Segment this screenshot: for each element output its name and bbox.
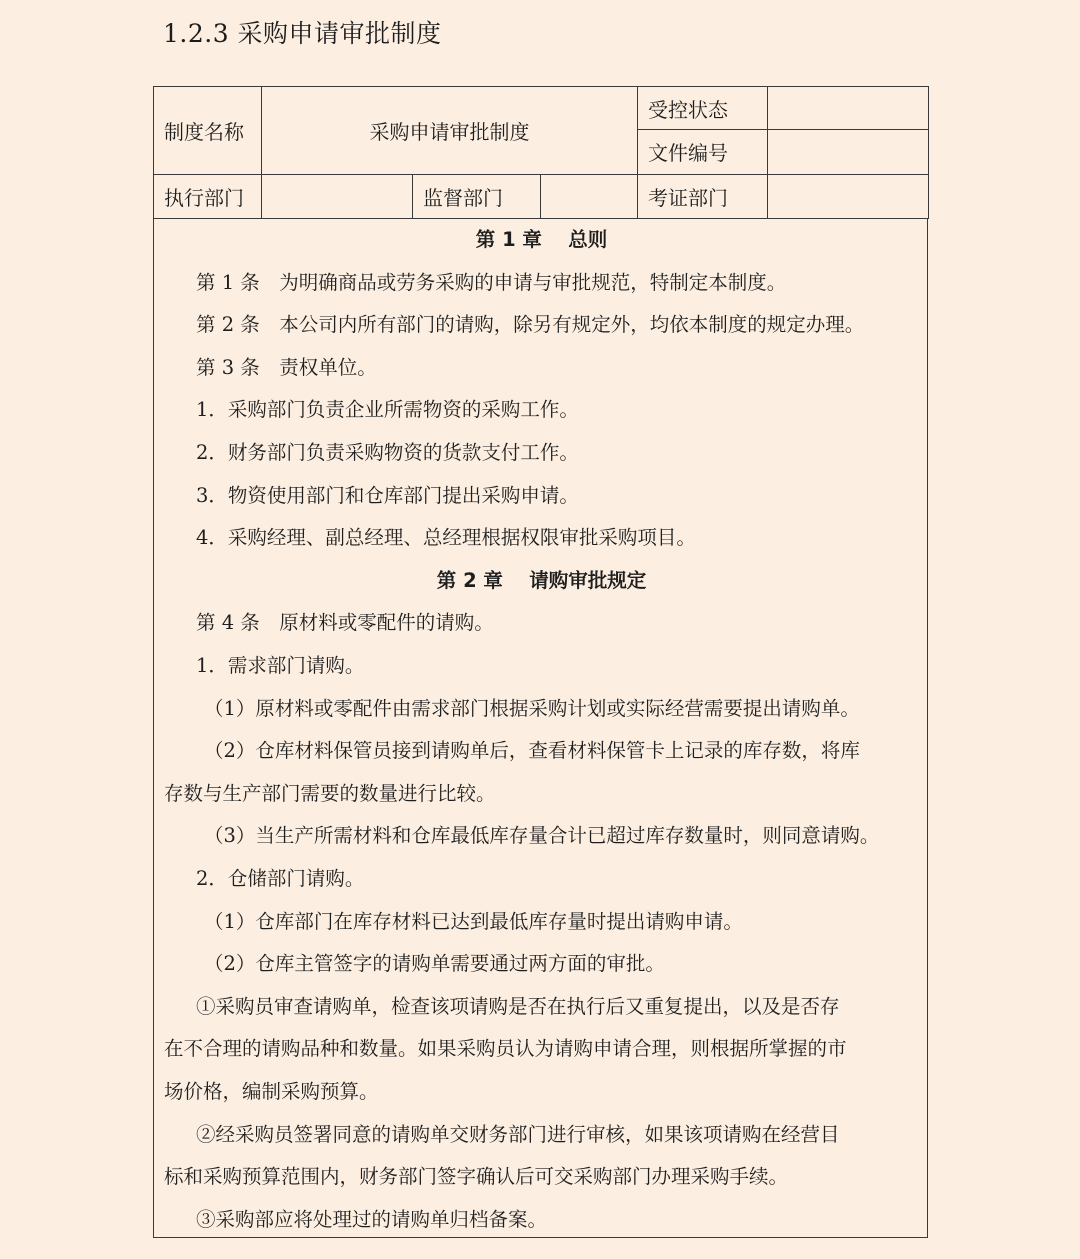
- article-line: 第 1 条 为明确商品或劳务采购的申请与审批规范，特制定本制度。: [196, 270, 787, 294]
- file-number-value: [768, 130, 929, 174]
- sub-item: （3）当生产所需材料和仓库最低库存量合计已超过库存数量时，则同意请购。: [204, 824, 880, 848]
- list-item: 4．采购经理、副总经理、总经理根据权限审批采购项目。: [196, 526, 696, 550]
- chapter-heading: 第 2 章 请购审批规定: [436, 568, 647, 592]
- verify-dept-value: [768, 174, 929, 218]
- verify-dept-label: 考证部门: [638, 174, 768, 218]
- continuation-line: 标和采购预算范围内，财务部门签字确认后可交采购部门办理采购手续。: [164, 1165, 789, 1189]
- exec-dept-value: [262, 174, 413, 218]
- article-line: 第 4 条 原材料或零配件的请购。: [196, 611, 494, 635]
- circled-item: ①采购员审查请购单，检查该项请购是否在执行后又重复提出，以及是否存: [196, 994, 840, 1018]
- sub-item: （1）原材料或零配件由需求部门根据采购计划或实际经营需要提出请购单。: [204, 696, 860, 720]
- control-status-value: [768, 87, 929, 130]
- name-value: 采购申请审批制度: [262, 87, 638, 175]
- list-item: 2．仓储部门请购。: [196, 867, 365, 890]
- supervise-dept-label: 监督部门: [413, 174, 541, 218]
- regulation-content: [153, 218, 928, 1238]
- list-item: 3．物资使用部门和仓库部门提出采购申请。: [196, 483, 579, 507]
- list-item: 1．需求部门请购。: [196, 654, 365, 677]
- article-line: 第 2 条 本公司内所有部门的请购，除另有规定外，均依本制度的规定办理。: [196, 313, 865, 337]
- continuation-line: 场价格，编制采购预算。: [164, 1080, 379, 1103]
- continuation-line: 存数与生产部门需要的数量进行比较。: [164, 781, 496, 805]
- sub-item: （2）仓库材料保管员接到请购单后，查看材料保管卡上记录的库存数，将库: [204, 739, 860, 763]
- name-label: 制度名称: [154, 87, 262, 175]
- header-table: [153, 86, 929, 219]
- control-status-label: 受控状态: [638, 87, 768, 130]
- file-number-label: 文件编号: [638, 130, 768, 174]
- continuation-line: 在不合理的请购品种和数量。如果采购员认为请购申请合理，则根据所掌握的市: [164, 1037, 847, 1061]
- page-title: 1.2.3 采购申请审批制度: [163, 19, 442, 48]
- circled-item: ②经采购员签署同意的请购单交财务部门进行审核，如果该项请购在经营目: [196, 1122, 840, 1146]
- sub-item: （1）仓库部门在库存材料已达到最低库存量时提出请购申请。: [204, 909, 743, 933]
- supervise-dept-value: [541, 174, 638, 218]
- list-item: 1．采购部门负责企业所需物资的采购工作。: [196, 398, 579, 422]
- list-item: 2．财务部门负责采购物资的货款支付工作。: [196, 441, 579, 464]
- article-line: 第 3 条 责权单位。: [196, 355, 377, 379]
- sub-item: （2）仓库主管签字的请购单需要通过两方面的审批。: [204, 952, 665, 976]
- chapter-heading: 第 1 章 总则: [475, 228, 608, 251]
- exec-dept-label: 执行部门: [154, 174, 262, 218]
- circled-item: ③采购部应将处理过的请购单归档备案。: [196, 1207, 548, 1231]
